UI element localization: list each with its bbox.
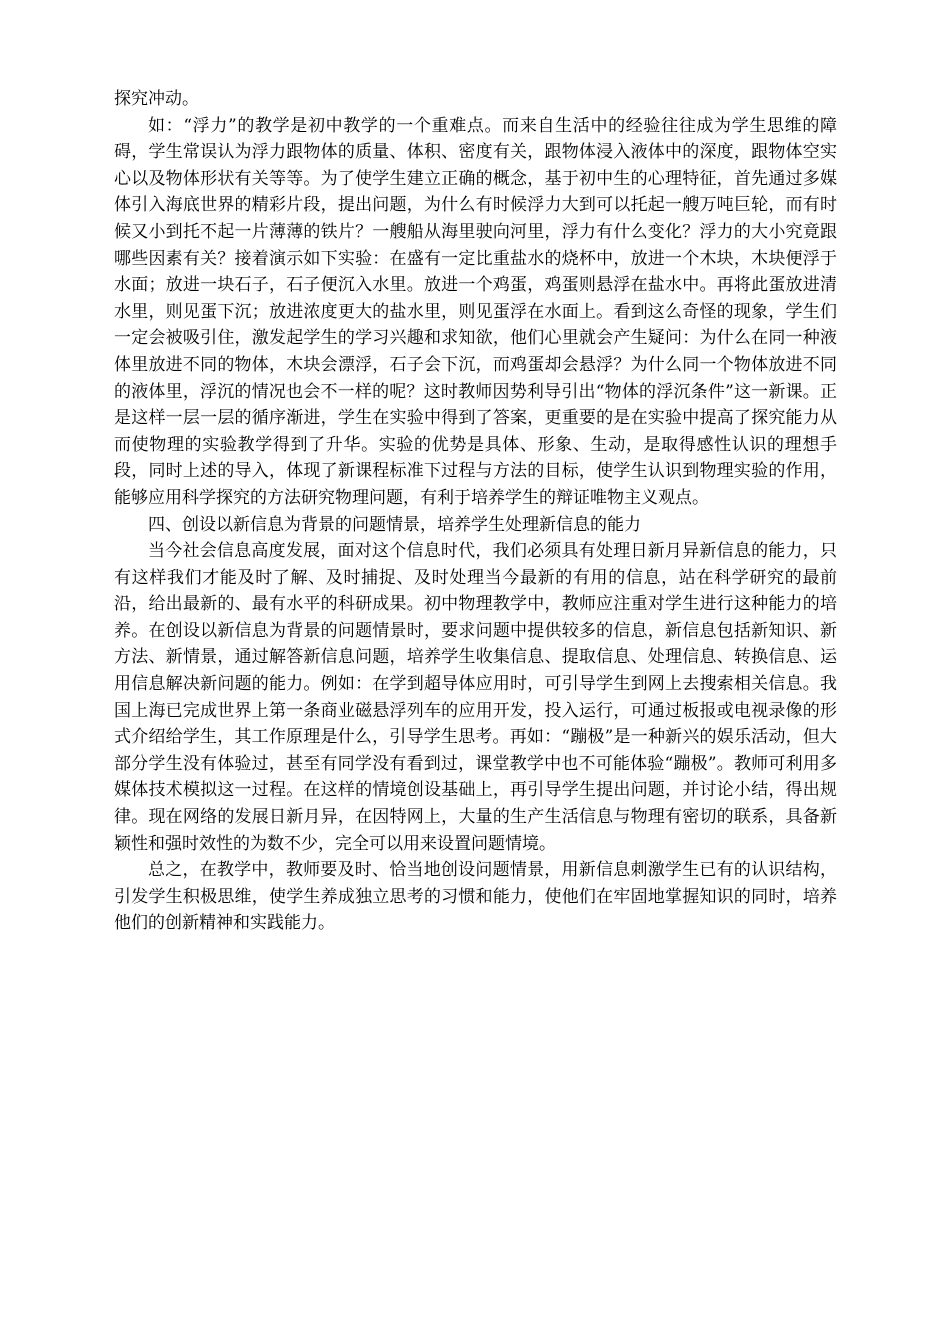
document-body <box>114 86 837 937</box>
paragraph-new-information: 当今社会信息高度发展，面对这个信息时代，我们必须具有处理日新月异新信息的能力，只有这样我们才能及时了解、及时捕捉、及时处理当今最新的有用的信息，站在科学研究的最前沿，给出最新的、最有水平的科研成果。初中物理教学中，教师应注重对学生进行这种能力的培养。在创设以新信息为背景的问题情景时，要求问题中提供较多的信息，新信息包括新知识、新方法、新情景，通过解答新信息问题，培养学生收集信息、提取信息、处理信息、转换信息、运用信息解决新问题的能力。例如：在学到超导体应用时，可引导学生到网上去搜索相关信息。我国上海已完成世界上第一条商业磁悬浮列车的应用开发，投入运行，可通过板报或电视录像的形式介绍给学生，其工作原理是什么，引导学生思考。再如：“蹦极”是一种新兴的娱乐活动，但大部分学生没有体验过，甚至有同学没有看到过，课堂教学中也不可能体验“蹦极”。教师可利用多媒体技术模拟这一过程。在这样的情境创设基础上，再引导学生提出问题，并讨论小结，得出规律。现在网络的发展日新月异，在因特网上，大量的生产生活信息与物理有密切的联系，具备新颖性和强时效性的为数不少，完全可以用来设置问题情境。 <box>114 541 837 854</box>
paragraph-conclusion: 总之，在教学中，教师要及时、恰当地创设问题情景，用新信息刺激学生已有的认识结构，引发学生积极思维，使学生养成独立思考的习惯和能力，使他们在牢固地掌握知识的同时，培养他们的创新精神和实践能力。 <box>114 860 837 934</box>
paragraph-buoyancy-example: 如：“浮力”的教学是初中教学的一个重难点。而来自生活中的经验往往成为学生思维的障碍，学生常误认为浮力跟物体的质量、体积、密度有关，跟物体浸入液体中的深度，跟物体空实心以及物体形状有关等等。为了使学生建立正确的概念，基于初中生的心理特征，首先通过多媒体引入海底世界的精彩片段，提出问题，为什么有时候浮力大到可以托起一艘万吨巨轮，而有时候又小到托不起一片薄薄的铁片？一艘船从海里驶向河里，浮力有什么变化？浮力的大小究竟跟哪些因素有关？接着演示如下实验：在盛有一定比重盐水的烧杯中，放进一个木块，木块便浮于水面；放进一块石子，石子便沉入水里。放进一个鸡蛋，鸡蛋则悬浮在盐水中。再将此蛋放进清水里，则见蛋下沉；放进浓度更大的盐水里，则见蛋浮在水面上。看到这么奇怪的现象，学生们一定会被吸引住，激发起学生的学习兴趣和求知欲，他们心里就会产生疑问：为什么在同一种液体里放进不同的物体，木块会漂浮，石子会下沉，而鸡蛋却会悬浮？为什么同一个物体放进不同的液体里，浮沉的情况也会不一样的呢？这时教师因势利导引出“物体的浮沉条件”这一新课。正是这样一层一层的循序渐进，学生在实验中得到了答案，更重要的是在实验中提高了探究能力从而使物理的实验教学得到了升华。实验的优势是具体、形象、生动，是取得感性认识的理想手段，同时上述的导入，体现了新课程标准下过程与方法的目标，使学生认识到物理实验的作用，能够应用科学探究的方法研究物理问题，有利于培养学生的辩证唯物主义观点。 <box>114 115 837 508</box>
paragraph-continuation: 探究冲动。 <box>114 89 199 109</box>
section-heading-4: 四、创设以新信息为背景的问题情景，培养学生处理新信息的能力 <box>148 514 641 535</box>
